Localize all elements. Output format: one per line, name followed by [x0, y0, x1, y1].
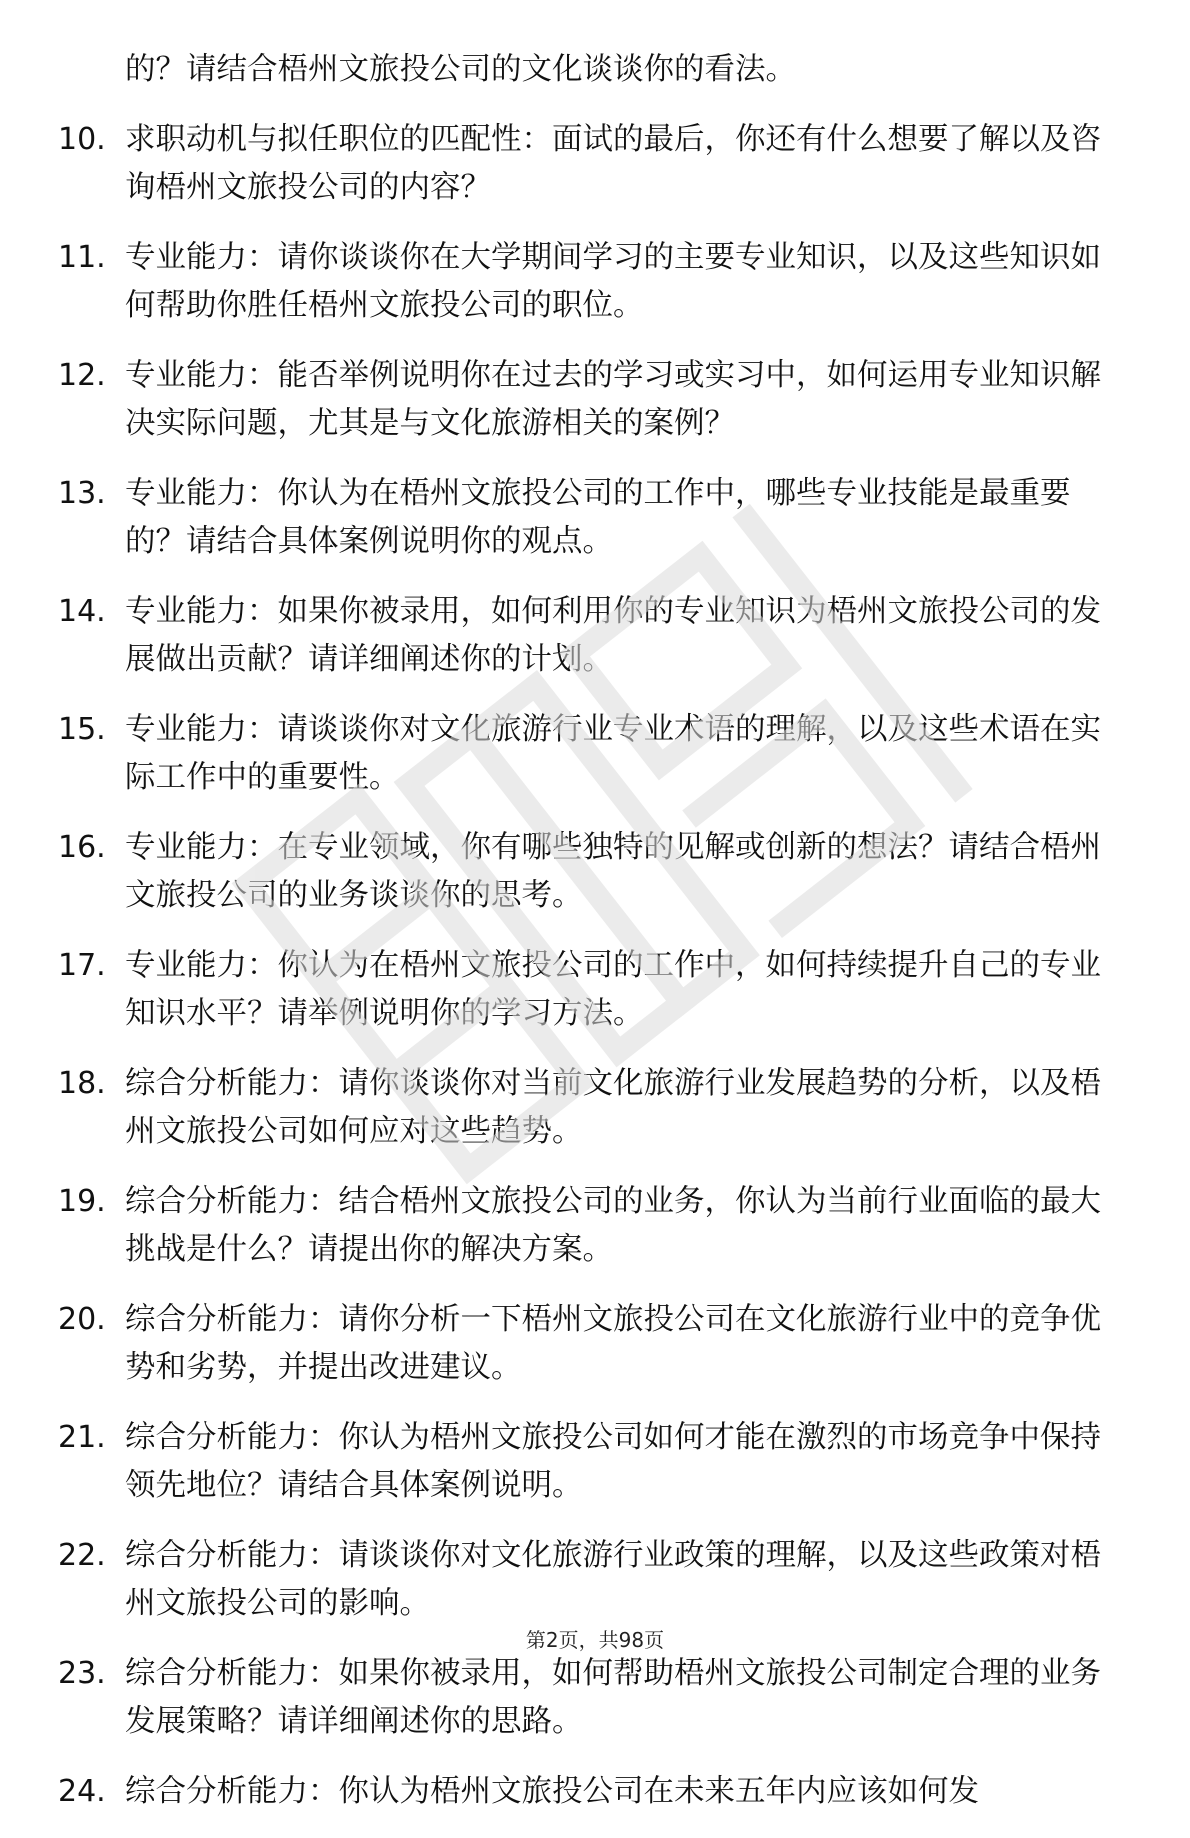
question-text: 专业能力：在专业领域，你有哪些独特的见解或创新的想法？请结合梧州文旅投公司的业务谈谈你的思考。 [125, 830, 1101, 913]
question-number: 15. [58, 712, 106, 747]
question-item [0, 234, 1190, 330]
question-number: 17. [58, 948, 106, 983]
question-number: 19. [58, 1184, 106, 1219]
continuation-item [0, 46, 1190, 94]
question-text: 专业能力：能否举例说明你在过去的学习或实习中，如何运用专业知识解决实际问题，尤其是与文化旅游相关的案例？ [125, 358, 1101, 441]
question-item [0, 352, 1190, 448]
question-item [0, 1178, 1190, 1274]
question-text: 综合分析能力：如果你被录用，如何帮助梧州文旅投公司制定合理的业务发展策略？请详细阐述你的思路。 [125, 1656, 1101, 1739]
question-item [0, 706, 1190, 802]
question-number: 16. [58, 830, 106, 865]
question-text: 专业能力：请谈谈你对文化旅游行业专业术语的理解，以及这些术语在实际工作中的重要性。 [125, 712, 1101, 795]
question-text: 综合分析能力：请谈谈你对文化旅游行业政策的理解，以及这些政策对梧州文旅投公司的影响。 [125, 1538, 1101, 1621]
question-item [0, 824, 1190, 920]
question-number: 14. [58, 594, 106, 629]
question-number: 21. [58, 1420, 106, 1455]
question-text: 专业能力：你认为在梧州文旅投公司的工作中，哪些专业技能是最重要的？请结合具体案例说明你的观点。 [125, 476, 1071, 559]
question-number: 10. [58, 122, 106, 157]
question-number: 22. [58, 1538, 106, 1573]
question-item [0, 942, 1190, 1038]
page-footer [0, 1625, 1190, 1655]
question-text: 专业能力：你认为在梧州文旅投公司的工作中，如何持续提升自己的专业知识水平？请举例说明你的学习方法。 [125, 948, 1101, 1031]
question-item [0, 116, 1190, 212]
question-number: 20. [58, 1302, 106, 1337]
question-text: 综合分析能力：请你分析一下梧州文旅投公司在文化旅游行业中的竞争优势和劣势，并提出改进建议。 [125, 1302, 1101, 1385]
question-text: 综合分析能力：结合梧州文旅投公司的业务，你认为当前行业面临的最大挑战是什么？请提出你的解决方案。 [125, 1184, 1101, 1267]
question-text: 综合分析能力：你认为梧州文旅投公司在未来五年内应该如何发 [125, 1774, 979, 1809]
question-item [0, 1650, 1190, 1746]
question-item [0, 1060, 1190, 1156]
continuation-text: 的？请结合梧州文旅投公司的文化谈谈你的看法。 [125, 52, 796, 87]
question-number: 13. [58, 476, 106, 511]
question-item [0, 1532, 1190, 1628]
question-number: 12. [58, 358, 106, 393]
question-text: 专业能力：请你谈谈你在大学期间学习的主要专业知识，以及这些知识如何帮助你胜任梧州文旅投公司的职位。 [125, 240, 1101, 323]
question-text: 专业能力：如果你被录用，如何利用你的专业知识为梧州文旅投公司的发展做出贡献？请详细阐述你的计划。 [125, 594, 1101, 677]
question-text: 综合分析能力：请你谈谈你对当前文化旅游行业发展趋势的分析，以及梧州文旅投公司如何应对这些趋势。 [125, 1066, 1101, 1149]
page-number-label: 第2页，共98页 [525, 1628, 665, 1652]
question-number: 18. [58, 1066, 106, 1101]
question-text: 综合分析能力：你认为梧州文旅投公司如何才能在激烈的市场竞争中保持领先地位？请结合具体案例说明。 [125, 1420, 1101, 1503]
question-item [0, 470, 1190, 566]
question-text: 求职动机与拟任职位的匹配性：面试的最后，你还有什么想要了解以及咨询梧州文旅投公司的内容？ [125, 122, 1101, 205]
question-item [0, 588, 1190, 684]
question-number: 23. [58, 1656, 106, 1691]
question-item [0, 1414, 1190, 1510]
question-item [0, 1768, 1190, 1816]
question-number: 24. [58, 1774, 106, 1809]
question-number: 11. [58, 240, 106, 275]
question-item [0, 1296, 1190, 1392]
question-list [0, 46, 1190, 1838]
